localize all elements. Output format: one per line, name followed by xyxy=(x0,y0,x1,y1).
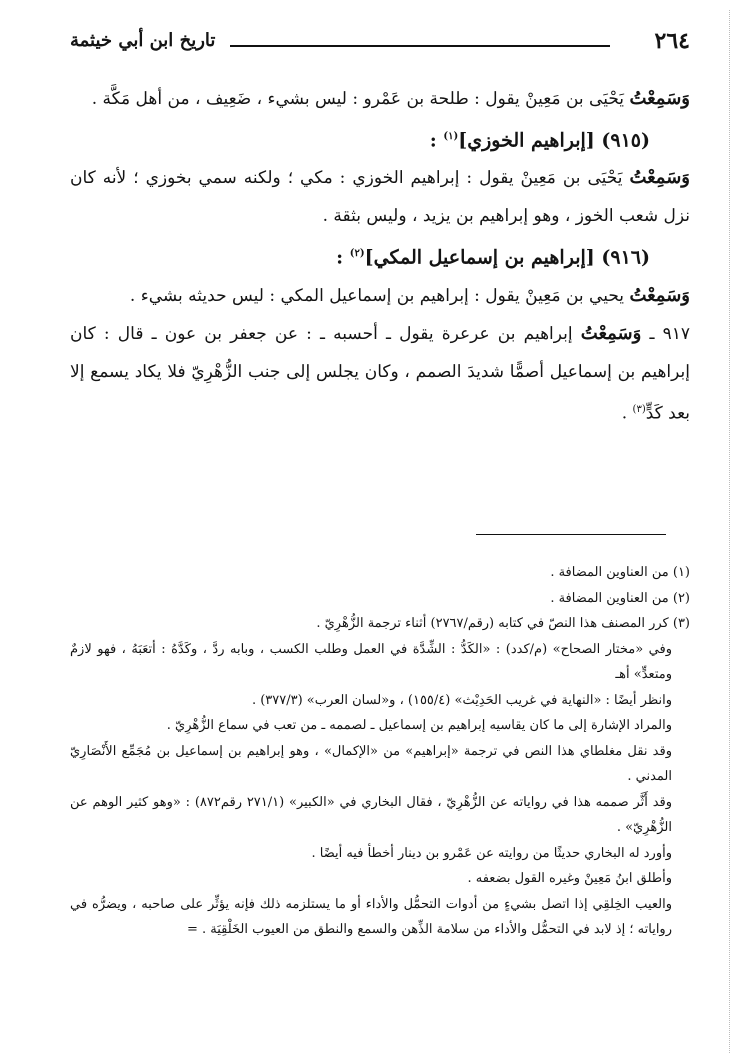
footnote-2: (٢) من العناوين المضافة . xyxy=(550,590,690,606)
book-title: تاريخ ابن أبي خيثمة xyxy=(70,30,216,51)
entry-number: ٩١٧ ـ xyxy=(649,323,691,344)
footnote-3-meaning: والمراد الإشارة إلى ما كان يقاسيه إبراهيم بن إسماعيل ـ لصممه ـ من تعب في سماع الزُّهْرِيّ . xyxy=(166,718,672,733)
margin-dotted-line xyxy=(729,10,730,1053)
heading-text: (٩١٦) [إبراهيم بن إسماعيل المكي] xyxy=(364,246,650,269)
footnote-separator xyxy=(476,534,666,535)
footnote-3-mughltay: وقد نقل مغلطاي هذا النص في ترجمة «إبراهيم» من «الإكمال» ، وهو إبراهيم بن إسماعيل بن مُجَمِّع الأَنْصَارِيّ المدني . xyxy=(70,743,672,784)
page-header xyxy=(70,28,690,68)
paragraph-text: يَحْيَى بن مَعِينْ يقول : طلحة بن عَمْرو : ليس بشيء ، ضَعِيف ، من أهل مَكَّة . xyxy=(91,89,625,109)
paragraph-text: إبراهيم بن عرعرة يقول ـ أحسبه ـ : عن جعفر بن عون ـ قال : كان إبراهيم بن إسماعيل أصمًّا شديدَ الصمم ، وكان يجلس إلى جنب الزُّهْرِيّ فلا يكاد يسمع إلا بعد كَدٍّ xyxy=(70,323,690,424)
paragraph-text: يحيي بن مَعِينْ يقول : إبراهيم بن إسماعيل المكي : ليس حديثه بشيء . xyxy=(129,285,625,306)
footnote-3-bukhari: وقد أَثَّر صممه هذا في رواياته عن الزُّهْرِيّ ، فقال البخاري في «الكبير» (٢٧١/١ رقم٨٧٢) : «وهو كثير الوهم عن الزُّهْرِيّ» . xyxy=(70,794,673,835)
footnotes xyxy=(70,560,690,943)
paragraph-lead: وَسَمِعْتُ xyxy=(629,284,690,306)
main-text xyxy=(70,80,690,432)
paragraph-lead: وَسَمِعْتُ xyxy=(580,322,642,344)
footnote-3-hadith: وأورد له البخاري حديثًا من روايته عن عَمْرو بن دينار أخطأ فيه أيضًا . xyxy=(311,845,672,861)
heading-colon: : xyxy=(429,129,437,152)
footnote-3-ibn-main: وأطلق ابنُ مَعِينْ وغيره القول بضعفه . xyxy=(467,871,672,886)
page-number: ٢٦٤ xyxy=(654,28,690,54)
heading-text: (٩١٥) [إبراهيم الخوزي] xyxy=(458,129,650,152)
paragraph-end: . xyxy=(621,403,628,424)
footnote-ref: (٢) xyxy=(349,248,365,260)
footnote-3: (٣) كرر المصنف هذا النصّ في كتابه (رقم/٢٧٦٧) أثناء ترجمة الزُّهْرِيّ . xyxy=(316,616,690,631)
heading-915 xyxy=(70,118,690,159)
footnote-3-sihah: وفي «مختار الصحاح» (م/كدد) : «الكَدُّ : الشِّدَّة في العمل وطلب الكسب ، وبابه ردَّ ، وكَدَّهُ : أتعَبَهُ ، فهو لازمٌ ومتعدٍّ» أهـ xyxy=(70,641,672,682)
paragraph-lead: وَسَمِعْتُ xyxy=(629,167,690,189)
footnote-1: (١) من العناوين المضافة . xyxy=(550,565,690,580)
footnote-ref: (٣) xyxy=(632,403,646,415)
paragraph-917 xyxy=(70,315,690,433)
footnote-ref: (١) xyxy=(443,131,459,142)
paragraph-text: يَحْيَى بن مَعِينْ يقول : إبراهيم الخوزي : مكي ؛ ولكنه سمي بخوزي ؛ لأنه كان نزل شعب الخوز ، وهو إبراهيم بن يزيد ، وليس بثقة . xyxy=(70,168,690,227)
heading-916 xyxy=(70,235,690,276)
paragraph-lead: وَسَمِعْتُ xyxy=(629,88,690,109)
heading-colon: : xyxy=(336,246,344,269)
footnote-3-see-also: وانظر أيضًا : «النهاية في غريب الحَدِيْث» (١٥٥/٤) ، و«لسان العرب» (٣٧٧/٣) . xyxy=(251,692,672,708)
paragraph-talha xyxy=(70,80,690,118)
header-rule xyxy=(230,45,610,47)
footnote-3-defect: والعيب الخِلقِي إذا اتصل بشيءٍ من أدوات التحمُّل والأداء أو ما يستلزمه ذلك فإنه يؤثِّر على صاحبه ، ويضرُّه في رواياته ؛ إذ لابد في التحمُّل والأداء من سلامة الذِّهن والسمع والنطق من العيوب الخَلْقِيَة . = xyxy=(70,896,672,937)
paragraph-makki xyxy=(70,277,690,315)
paragraph-khuzi xyxy=(70,159,690,235)
